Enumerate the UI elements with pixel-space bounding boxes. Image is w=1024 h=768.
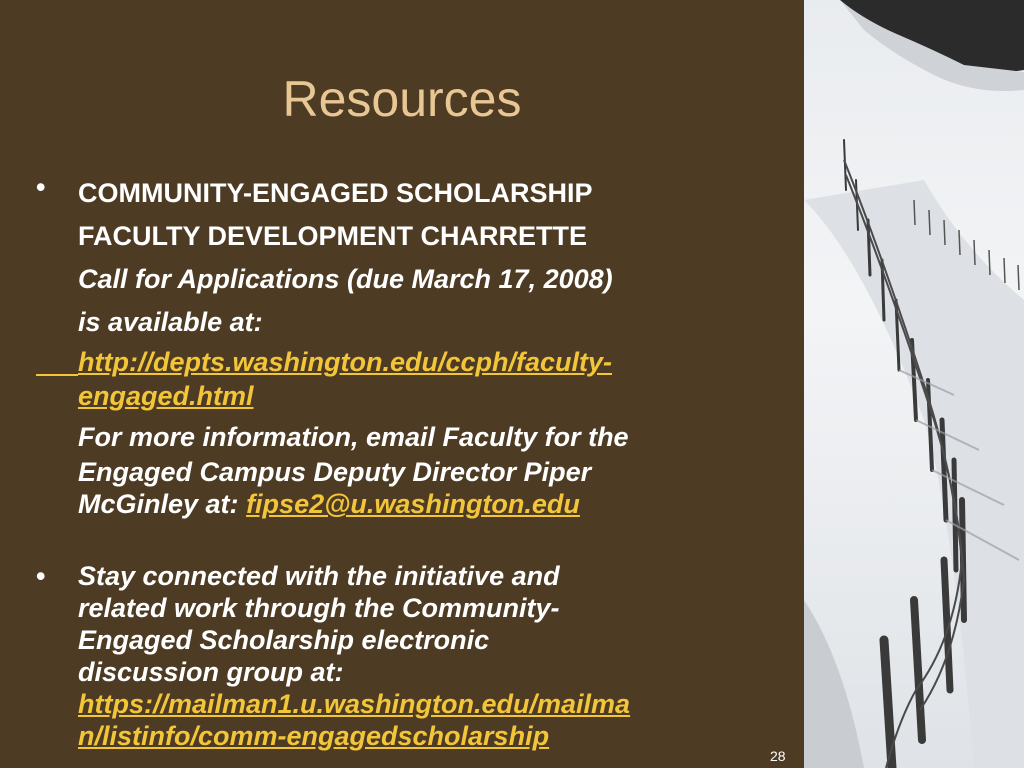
mailman-link-wrap — [78, 688, 786, 720]
charrette-url-link-continued[interactable]: engaged.html — [78, 381, 254, 411]
email-link[interactable]: fipse2@u.washington.edu — [246, 489, 580, 519]
bullet-marker: • — [36, 561, 46, 591]
stay-connected-line3: Engaged Scholarship electronic — [78, 625, 490, 655]
mcginley-at-text: McGinley at: — [78, 489, 239, 519]
slide-title: Resources — [282, 71, 522, 127]
available-at-text: is available at: — [78, 307, 263, 337]
more-info-line1: For more information, email Faculty for the — [78, 422, 629, 452]
mailman-url-link-continued[interactable]: n/listinfo/comm-engagedscholarship — [78, 721, 550, 751]
stay-connected-line4: discussion group at: — [78, 657, 344, 687]
charrette-link-wrap — [78, 344, 786, 380]
bullet-gap — [36, 520, 786, 560]
mailman-url-link[interactable]: https://mailman1.u.washington.edu/mailma — [78, 689, 631, 719]
page-number: 28 — [770, 748, 786, 764]
more-info-line3 — [78, 488, 786, 520]
bullet-marker: • — [36, 172, 46, 202]
more-info-line2: Engaged Campus Deputy Director Piper — [78, 457, 592, 487]
charrette-heading-line2: FACULTY DEVELOPMENT CHARRETTE — [78, 221, 588, 251]
mailman-link-wrap-2 — [78, 720, 786, 752]
snow-fence-photo — [804, 0, 1024, 768]
charrette-heading-line1: COMMUNITY-ENGAGED SCHOLARSHIP — [78, 178, 593, 208]
bullet-stay-connected — [36, 560, 786, 752]
bullet-charrette — [36, 172, 786, 520]
snow-fence-illustration — [804, 0, 1024, 768]
slide-content — [36, 172, 786, 752]
stay-connected-line1: Stay connected with the initiative and — [78, 561, 560, 591]
call-for-applications: Call for Applications (due March 17, 2008) — [78, 264, 613, 294]
link-underline-indent — [36, 344, 78, 376]
stay-connected-line2: related work through the Community- — [78, 593, 560, 623]
charrette-link-wrap-2 — [78, 380, 786, 412]
charrette-url-link[interactable]: http://depts.washington.edu/ccph/faculty- — [78, 347, 613, 377]
